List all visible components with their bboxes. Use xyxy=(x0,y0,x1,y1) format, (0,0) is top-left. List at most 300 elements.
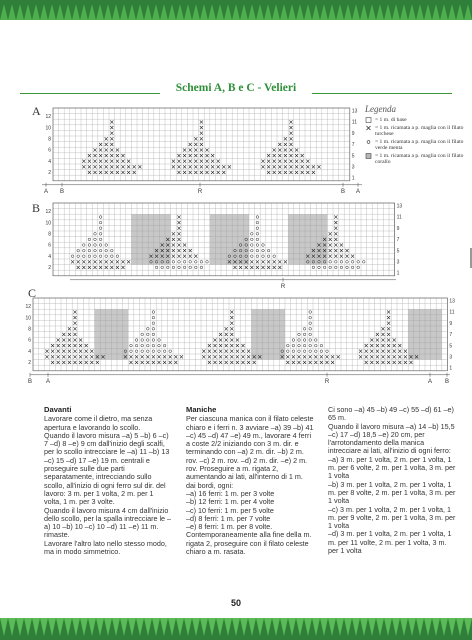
repeat-label: B xyxy=(444,378,450,385)
stitch-turchese xyxy=(79,355,82,358)
row-number-left: 6 xyxy=(28,337,31,344)
row-number-right: 5 xyxy=(449,343,453,350)
stitch-turchese xyxy=(105,165,108,168)
stitch-turchese xyxy=(320,361,323,364)
repeat-label: A xyxy=(45,378,51,385)
stitch-verde xyxy=(292,339,295,342)
stitch-turchese xyxy=(301,154,304,157)
cross-icon xyxy=(365,125,373,132)
stitch-verde xyxy=(292,350,295,353)
stitch-verde xyxy=(147,339,150,342)
legend-title: Legenda xyxy=(365,104,396,114)
stitch-turchese xyxy=(88,260,91,263)
stitch-turchese xyxy=(295,165,298,168)
stitch-turchese xyxy=(208,355,211,358)
stitch-turchese xyxy=(376,355,379,358)
stitch-turchese xyxy=(180,355,183,358)
row-number-left: 12 xyxy=(45,114,51,121)
row-number-right: 3 xyxy=(351,164,355,171)
stitch-verde xyxy=(94,249,97,252)
stitch-turchese xyxy=(177,160,180,163)
stitch-turchese xyxy=(381,333,384,336)
stitch-verde xyxy=(318,266,321,269)
stitch-turchese xyxy=(177,221,180,224)
stitch-verde xyxy=(99,238,102,241)
stitch-turchese xyxy=(331,361,334,364)
stitch-turchese xyxy=(404,361,407,364)
stitch-turchese xyxy=(200,137,203,140)
stitch-turchese xyxy=(99,154,102,157)
stitch-verde xyxy=(147,333,150,336)
stitch-turchese xyxy=(68,361,71,364)
stitch-turchese xyxy=(267,171,270,174)
stitch-turchese xyxy=(105,143,108,146)
stitch-turchese xyxy=(205,165,208,168)
stitch-turchese xyxy=(82,160,85,163)
stitch-verde xyxy=(152,344,155,347)
stitch-turchese xyxy=(222,171,225,174)
stitch-turchese xyxy=(73,355,76,358)
stitch-turchese xyxy=(398,361,401,364)
stitch-verde xyxy=(309,311,312,314)
stitch-verde xyxy=(303,350,306,353)
stitch-turchese xyxy=(376,333,379,336)
stitch-verde xyxy=(94,233,97,236)
stitch-turchese xyxy=(105,148,108,151)
stitch-verde xyxy=(329,266,332,269)
stitch-turchese xyxy=(177,238,180,241)
stitch-turchese xyxy=(141,361,144,364)
stitch-turchese xyxy=(62,350,65,353)
stitch-turchese xyxy=(289,143,292,146)
stitch-turchese xyxy=(183,148,186,151)
stitch-verde xyxy=(116,255,119,258)
stitch-turchese xyxy=(194,148,197,151)
stitch-turchese xyxy=(177,232,180,235)
column-heading-maniche: Maniche xyxy=(186,405,217,414)
stitch-turchese xyxy=(370,361,373,364)
stitch-turchese xyxy=(230,338,233,341)
stitch-turchese xyxy=(105,137,108,140)
stitch-verde xyxy=(77,255,80,258)
stitch-turchese xyxy=(345,255,348,258)
stitch-turchese xyxy=(314,355,317,358)
stitch-turchese xyxy=(110,260,113,263)
stitch-turchese xyxy=(129,355,132,358)
stitch-turchese xyxy=(334,227,337,230)
stitch-verde xyxy=(200,266,203,269)
stitch-turchese xyxy=(284,143,287,146)
stitch-turchese xyxy=(116,171,119,174)
stitch-turchese xyxy=(334,215,337,218)
stitch-verde xyxy=(267,249,270,252)
stitch-turchese xyxy=(45,355,48,358)
stitch-turchese xyxy=(172,243,175,246)
row-number-right: 11 xyxy=(449,309,455,316)
stitch-verde xyxy=(315,344,318,347)
page-title: Schemi A, B e C - Velieri xyxy=(175,82,297,94)
stitch-verde xyxy=(309,322,312,325)
paragraph: Ci sono –a) 45 –b) 49 –c) 55 –d) 61 –e) 65 m. xyxy=(328,405,454,423)
stitch-turchese xyxy=(273,148,276,151)
stitch-verde xyxy=(111,249,114,252)
stitch-turchese xyxy=(309,361,312,364)
stitch-turchese xyxy=(62,344,65,347)
stitch-turchese xyxy=(365,355,368,358)
stitch-verde xyxy=(262,244,265,247)
stitch-verde xyxy=(99,233,102,236)
stitch-verde xyxy=(152,328,155,331)
stitch-verde xyxy=(172,261,175,264)
stitch-turchese xyxy=(250,266,253,269)
row-number-right: 9 xyxy=(396,225,400,232)
stitch-turchese xyxy=(387,310,390,313)
stitch-turchese xyxy=(295,160,298,163)
stitch-verde xyxy=(99,216,102,219)
stitch-verde xyxy=(351,266,354,269)
stitch-turchese xyxy=(82,260,85,263)
stitch-turchese xyxy=(79,350,82,353)
stitch-turchese xyxy=(236,344,239,347)
stitch-turchese xyxy=(93,165,96,168)
stitch-turchese xyxy=(110,137,113,140)
column-davanti xyxy=(44,406,172,556)
stitch-verde xyxy=(135,350,138,353)
stitch-turchese xyxy=(284,154,287,157)
stitch-turchese xyxy=(202,350,205,353)
stitch-turchese xyxy=(57,344,60,347)
stitch-turchese xyxy=(79,361,82,364)
stitch-verde xyxy=(163,350,166,353)
stitch-turchese xyxy=(116,260,119,263)
stitch-turchese xyxy=(230,322,233,325)
stitch-verde xyxy=(88,238,91,241)
stitch-turchese xyxy=(177,165,180,168)
stitch-turchese xyxy=(183,255,186,258)
stitch-turchese xyxy=(202,355,205,358)
stitch-turchese xyxy=(169,355,172,358)
stitch-turchese xyxy=(387,338,390,341)
stitch-turchese xyxy=(230,355,233,358)
stitch-turchese xyxy=(393,350,396,353)
stitch-verde xyxy=(323,266,326,269)
stitch-turchese xyxy=(329,255,332,258)
stitch-turchese xyxy=(110,143,113,146)
stitch-turchese xyxy=(110,132,113,135)
stitch-turchese xyxy=(217,165,220,168)
stitch-turchese xyxy=(172,238,175,241)
stitch-turchese xyxy=(230,361,233,364)
stitch-turchese xyxy=(295,148,298,151)
stitch-turchese xyxy=(241,361,244,364)
stitch-turchese xyxy=(267,266,270,269)
stitch-turchese xyxy=(73,316,76,319)
stitch-turchese xyxy=(205,148,208,151)
stitch-verde xyxy=(141,339,144,342)
stitch-turchese xyxy=(230,327,233,330)
row-number-left: 6 xyxy=(48,242,51,249)
stitch-turchese xyxy=(286,355,289,358)
stitch-turchese xyxy=(329,249,332,252)
stitch-turchese xyxy=(51,350,54,353)
stitch-verde xyxy=(99,221,102,224)
stitch-turchese xyxy=(105,171,108,174)
paragraph: –b) 3 m. per 1 volta, 2 m. per 1 volta, 1 m. per 8 volte, 2 m. per 1 volta, 3 m. per 1 volta xyxy=(328,479,456,506)
stitch-turchese xyxy=(261,266,264,269)
paragraph: Lavorare come il dietro, ma senza apertura e lavorando lo scollo. xyxy=(44,414,153,432)
stitch-turchese xyxy=(301,160,304,163)
stitch-turchese xyxy=(93,171,96,174)
stitch-verde xyxy=(315,350,318,353)
section-a-letter: A xyxy=(32,104,41,118)
stitch-turchese xyxy=(250,260,253,263)
stitch-turchese xyxy=(306,165,309,168)
stitch-turchese xyxy=(135,361,138,364)
stitch-turchese xyxy=(77,260,80,263)
stitch-verde xyxy=(309,350,312,353)
stitch-turchese xyxy=(183,249,186,252)
stitch-turchese xyxy=(133,165,136,168)
stitch-verde xyxy=(105,249,108,252)
paragraph: Quando il lavoro misura –a) 14 –b) 15,5 –c) 17 –d) 18,5 –e) 20 cm, per l'arrotondamento della manica intrecciare ai lati, all'inizio di ogni ferro: xyxy=(328,421,455,456)
stitch-turchese xyxy=(370,350,373,353)
stitch-turchese xyxy=(90,350,93,353)
stitch-turchese xyxy=(236,361,239,364)
stitch-turchese xyxy=(208,350,211,353)
stitch-turchese xyxy=(172,232,175,235)
stitch-turchese xyxy=(110,165,113,168)
stitch-turchese xyxy=(292,361,295,364)
stitch-turchese xyxy=(289,132,292,135)
stitch-turchese xyxy=(219,355,222,358)
stitch-verde xyxy=(147,344,150,347)
stitch-turchese xyxy=(157,355,160,358)
stitch-turchese xyxy=(51,361,54,364)
stitch-verde xyxy=(298,344,301,347)
stitch-verde xyxy=(99,244,102,247)
stitch-turchese xyxy=(331,355,334,358)
stitch-turchese xyxy=(183,154,186,157)
stitch-turchese xyxy=(194,143,197,146)
stitch-turchese xyxy=(62,333,65,336)
stitch-turchese xyxy=(393,361,396,364)
stitch-verde xyxy=(111,255,114,258)
stitch-turchese xyxy=(127,165,130,168)
stitch-turchese xyxy=(121,266,124,269)
stitch-turchese xyxy=(205,154,208,157)
stitch-turchese xyxy=(297,355,300,358)
stitch-verde xyxy=(99,227,102,230)
stitch-turchese xyxy=(116,165,119,168)
stitch-turchese xyxy=(211,154,214,157)
stitch-turchese xyxy=(172,255,175,258)
stitch-turchese xyxy=(211,160,214,163)
stitch-turchese xyxy=(105,266,108,269)
stitch-turchese xyxy=(317,165,320,168)
stitch-verde xyxy=(130,350,133,353)
stitch-verde xyxy=(287,344,290,347)
stitch-turchese xyxy=(90,361,93,364)
stitch-turchese xyxy=(152,355,155,358)
stitch-turchese xyxy=(205,171,208,174)
stitch-turchese xyxy=(121,171,124,174)
stitch-turchese xyxy=(116,160,119,163)
stitch-verde xyxy=(152,339,155,342)
stitch-turchese xyxy=(205,160,208,163)
stitch-turchese xyxy=(138,165,141,168)
stitch-turchese xyxy=(99,266,102,269)
stitch-turchese xyxy=(219,338,222,341)
stitch-turchese xyxy=(62,361,65,364)
stitch-turchese xyxy=(85,350,88,353)
stitch-turchese xyxy=(278,266,281,269)
stitch-turchese xyxy=(381,344,384,347)
stitch-turchese xyxy=(177,215,180,218)
stitch-verde xyxy=(287,350,290,353)
stitch-turchese xyxy=(172,249,175,252)
paragraph: Quando il lavoro misura 4 cm dall'inizio dello scollo, per la spalla intrecciare le –a) 10 –b) 10 –c) 10 –d) 11 –e) 11 m. rimaste. xyxy=(44,505,172,540)
stitch-turchese xyxy=(208,361,211,364)
stitch-turchese xyxy=(376,350,379,353)
stitch-turchese xyxy=(381,350,384,353)
stitch-verde xyxy=(298,333,301,336)
stitch-turchese xyxy=(200,171,203,174)
stitch-turchese xyxy=(295,171,298,174)
stitch-turchese xyxy=(334,221,337,224)
stitch-turchese xyxy=(381,361,384,364)
column-maniche xyxy=(186,406,314,556)
stitch-verde xyxy=(189,261,192,264)
stitch-turchese xyxy=(213,361,216,364)
stitch-turchese xyxy=(320,355,323,358)
stitch-verde xyxy=(320,350,323,353)
stitch-turchese xyxy=(174,361,177,364)
stitch-turchese xyxy=(189,148,192,151)
stitch-verde xyxy=(251,249,254,252)
row-number-left: 8 xyxy=(28,326,31,333)
stitch-turchese xyxy=(225,361,228,364)
stitch-turchese xyxy=(278,171,281,174)
stitch-turchese xyxy=(359,350,362,353)
stitch-verde xyxy=(206,261,209,264)
stitch-turchese xyxy=(88,154,91,157)
stitch-turchese xyxy=(133,171,136,174)
stitch-verde xyxy=(329,261,332,264)
repeat-label: R xyxy=(197,188,203,195)
stitch-turchese xyxy=(116,154,119,157)
stitch-verde xyxy=(267,255,270,258)
stitch-verde xyxy=(141,344,144,347)
stitch-verde xyxy=(256,216,259,219)
stitch-verde xyxy=(298,350,301,353)
stitch-turchese xyxy=(194,137,197,140)
column-heading-davanti: Davanti xyxy=(44,405,72,414)
stitch-turchese xyxy=(393,338,396,341)
stitch-verde xyxy=(94,255,97,258)
stitch-turchese xyxy=(381,338,384,341)
stitch-turchese xyxy=(189,143,192,146)
stitch-verde xyxy=(163,344,166,347)
stitch-turchese xyxy=(68,344,71,347)
stitch-turchese xyxy=(110,154,113,157)
stitch-turchese xyxy=(177,171,180,174)
stitch-turchese xyxy=(217,160,220,163)
stitch-turchese xyxy=(289,171,292,174)
stitch-verde xyxy=(178,261,181,264)
stitch-turchese xyxy=(387,350,390,353)
stitch-turchese xyxy=(303,355,306,358)
row-number-right: 3 xyxy=(396,259,400,266)
stitch-turchese xyxy=(85,355,88,358)
stitch-turchese xyxy=(314,361,317,364)
stitch-turchese xyxy=(376,361,379,364)
stitch-turchese xyxy=(189,160,192,163)
stitch-turchese xyxy=(404,350,407,353)
stitch-verde xyxy=(251,244,254,247)
stitch-turchese xyxy=(247,361,250,364)
stitch-turchese xyxy=(398,350,401,353)
stitch-turchese xyxy=(267,154,270,157)
stitch-turchese xyxy=(200,132,203,135)
row-number-right: 13 xyxy=(396,203,403,210)
gray-box-icon xyxy=(365,153,373,160)
stitch-turchese xyxy=(236,338,239,341)
stitch-turchese xyxy=(370,344,373,347)
stitch-turchese xyxy=(219,350,222,353)
stitch-verde xyxy=(309,333,312,336)
stitch-turchese xyxy=(230,344,233,347)
stitch-verde xyxy=(251,255,254,258)
stitch-turchese xyxy=(211,171,214,174)
stitch-verde xyxy=(335,261,338,264)
stitch-turchese xyxy=(284,165,287,168)
stitch-turchese xyxy=(230,316,233,319)
stitch-verde xyxy=(130,344,133,347)
stitch-verde xyxy=(152,322,155,325)
chart-grid-0 xyxy=(53,108,350,181)
stitch-verde xyxy=(309,316,312,319)
stitch-turchese xyxy=(71,260,74,263)
stitch-turchese xyxy=(345,249,348,252)
corallo-area xyxy=(131,214,170,264)
stitch-verde xyxy=(135,344,138,347)
stitch-turchese xyxy=(183,243,186,246)
stitch-turchese xyxy=(183,165,186,168)
stitch-turchese xyxy=(225,344,228,347)
stitch-turchese xyxy=(189,154,192,157)
stitch-turchese xyxy=(393,355,396,358)
stitch-verde xyxy=(158,339,161,342)
section-c-letter: C xyxy=(28,286,37,300)
stitch-turchese xyxy=(284,148,287,151)
stitch-turchese xyxy=(96,361,99,364)
stitch-turchese xyxy=(189,255,192,258)
stitch-turchese xyxy=(127,171,130,174)
stitch-verde xyxy=(273,255,276,258)
stitch-turchese xyxy=(273,154,276,157)
stitch-turchese xyxy=(230,310,233,313)
stitch-turchese xyxy=(105,160,108,163)
stitch-verde xyxy=(94,238,97,241)
stitch-verde xyxy=(71,255,74,258)
stitch-verde xyxy=(303,344,306,347)
stitch-turchese xyxy=(334,238,337,241)
stitch-turchese xyxy=(261,260,264,263)
stitch-verde xyxy=(152,333,155,336)
stitch-turchese xyxy=(376,344,379,347)
stitch-turchese xyxy=(225,333,228,336)
stitch-turchese xyxy=(99,171,102,174)
